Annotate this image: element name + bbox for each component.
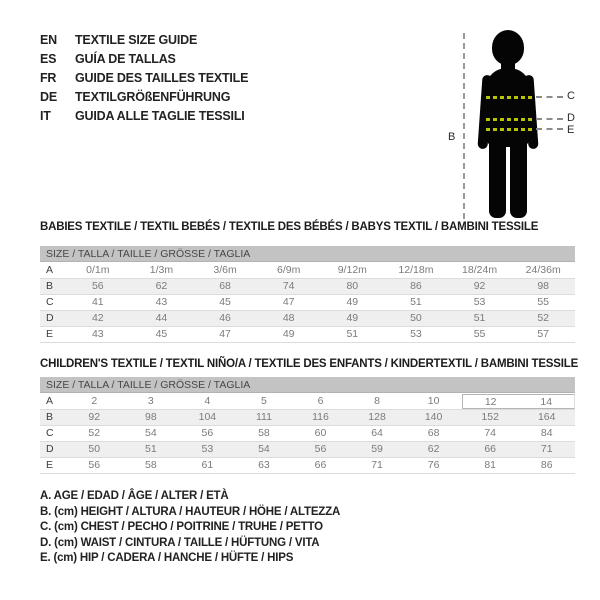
row-letter: E — [46, 459, 54, 471]
table-row — [40, 410, 575, 426]
table-cell: 58 — [258, 427, 270, 439]
table-cell: 52 — [88, 427, 101, 439]
table-cell: 140 — [424, 411, 443, 423]
table-cell: 80 — [346, 280, 359, 292]
language-title: TEXTILE SIZE GUIDE — [75, 33, 198, 47]
table-cell: 18/24m — [462, 264, 498, 276]
table-cell: 62 — [427, 443, 440, 455]
table-cell: 92 — [473, 280, 486, 292]
table-row — [40, 311, 575, 327]
table-cell: 104 — [198, 411, 217, 423]
legend-item: D. (cm) WAIST / CINTURA / TAILLE / HÜFTUNG / VITA — [40, 536, 320, 549]
table-cell: 71 — [540, 443, 553, 455]
table-cell: 45 — [219, 296, 231, 308]
table-row — [40, 263, 575, 279]
table-cell: 51 — [144, 443, 157, 455]
table-cell: 2 — [91, 395, 98, 407]
table-cell: 24/36m — [525, 264, 561, 276]
table-cell: 41 — [91, 296, 104, 308]
table-row — [40, 458, 575, 474]
table-cell: 6/9m — [277, 264, 301, 276]
silhouette-left-leg — [489, 137, 506, 218]
table-cell: 76 — [427, 459, 440, 471]
table-cell: 98 — [537, 280, 550, 292]
table-cell: 10 — [427, 395, 440, 407]
table-cell: 58 — [144, 459, 157, 471]
table-cell: 47 — [219, 328, 231, 340]
babies-section-title: BABIES TEXTILE / TEXTIL BEBÉS / TEXTILE DES BÉBÉS / BABYS TEXTIL / BAMBINI TESSILE — [40, 221, 539, 233]
table-cell: 6 — [317, 395, 324, 407]
table-cell: 53 — [201, 443, 214, 455]
chest-label-c: C — [567, 90, 575, 102]
chest-leader-line — [536, 96, 563, 98]
table-cell: 62 — [155, 280, 168, 292]
row-letter: B — [46, 280, 54, 292]
table-cell: 3 — [147, 395, 154, 407]
row-letter: C — [46, 296, 54, 308]
table-cell: 84 — [540, 427, 553, 439]
language-code: DE — [40, 90, 57, 104]
table-cell: 43 — [155, 296, 168, 308]
table-cell: 54 — [144, 427, 157, 439]
table-cell: 64 — [371, 427, 383, 439]
height-measure-line-b — [463, 33, 465, 219]
table-cell: 9/12m — [337, 264, 367, 276]
table-cell: 71 — [371, 459, 383, 471]
table-cell: 49 — [282, 328, 295, 340]
language-title: GUIDA ALLE TAGLIE TESSILI — [75, 109, 245, 123]
table-cell: 52 — [537, 312, 550, 324]
language-code: FR — [40, 71, 57, 85]
table-cell: 49 — [346, 312, 359, 324]
table-cell: 56 — [314, 443, 327, 455]
table-cell: 66 — [314, 459, 327, 471]
silhouette-right-leg — [510, 137, 527, 218]
hip-leader-line — [536, 128, 563, 130]
table-cell: 47 — [282, 296, 295, 308]
table-cell: 92 — [88, 411, 101, 423]
table-row — [40, 394, 575, 410]
table-cell: 57 — [537, 328, 550, 340]
hip-label-e: E — [567, 124, 575, 136]
table-cell: 51 — [346, 328, 359, 340]
table-cell: 164 — [537, 411, 556, 423]
hip-measure-line-e — [486, 128, 532, 131]
row-letter: B — [46, 411, 54, 423]
table-cell: 42 — [91, 312, 104, 324]
measurement-legend — [40, 489, 340, 567]
language-title: GUIDE DES TAILLES TEXTILE — [75, 71, 249, 85]
table-cell: 46 — [219, 312, 231, 324]
table-cell: 68 — [427, 427, 440, 439]
babies-table — [40, 263, 575, 343]
table-cell: 8 — [374, 395, 380, 407]
language-title: TEXTILGRÖßENFÜHRUNG — [75, 90, 231, 104]
child-silhouette-figure — [425, 12, 600, 227]
legend-item: C. (cm) CHEST / PECHO / POITRINE / TRUHE / PETTO — [40, 521, 323, 533]
row-letter: D — [46, 443, 54, 455]
table-row — [40, 295, 575, 311]
table-cell: 53 — [410, 328, 422, 340]
table-cell: 55 — [537, 296, 550, 308]
table-cell: 60 — [314, 427, 327, 439]
language-code: EN — [40, 33, 57, 47]
table-cell: 4 — [204, 395, 211, 407]
table-cell: 56 — [201, 427, 214, 439]
table-cell: 55 — [473, 328, 486, 340]
language-list — [40, 31, 248, 126]
language-title: GUÍA DE TALLAS — [75, 52, 176, 66]
language-code: ES — [40, 52, 57, 66]
row-letter: A — [46, 264, 54, 276]
table-cell: 48 — [282, 312, 295, 324]
table-cell: 152 — [481, 411, 499, 423]
table-row — [40, 426, 575, 442]
legend-item: A. AGE / EDAD / ÂGE / ALTER / ETÀ — [40, 490, 229, 502]
table-cell: 50 — [88, 443, 101, 455]
table-cell: 56 — [91, 280, 104, 292]
language-row — [40, 88, 248, 107]
table-cell: 54 — [258, 443, 270, 455]
table-cell: 74 — [484, 427, 496, 439]
table-cell: 51 — [473, 312, 486, 324]
waist-label-d: D — [567, 112, 575, 124]
table-cell: 12/18m — [398, 264, 434, 276]
children-table-header: SIZE / TALLA / TAILLE / GRÖSSE / TAGLIA — [40, 377, 575, 393]
table-cell: 68 — [219, 280, 231, 292]
babies-table-header: SIZE / TALLA / TAILLE / GRÖSSE / TAGLIA — [40, 246, 575, 262]
table-cell: 49 — [346, 296, 359, 308]
table-cell: 3/6m — [213, 264, 237, 276]
table-cell: 0/1m — [86, 264, 110, 276]
table-cell: 66 — [484, 443, 496, 455]
table-cell: 74 — [282, 280, 295, 292]
language-row — [40, 69, 248, 88]
row-letter: E — [46, 328, 54, 340]
legend-item: B. (cm) HEIGHT / ALTURA / HAUTEUR / HÖHE / ALTEZZA — [40, 505, 341, 518]
table-cell: 43 — [91, 328, 104, 340]
table-row — [40, 327, 575, 343]
row-letter: A — [46, 395, 54, 407]
table-cell: 14 — [518, 394, 575, 409]
table-cell: 111 — [255, 411, 272, 423]
table-cell: 61 — [201, 459, 214, 471]
table-row — [40, 279, 575, 295]
language-row — [40, 31, 248, 50]
language-row — [40, 107, 248, 126]
table-cell: 86 — [410, 280, 422, 292]
children-section-title: CHILDREN'S TEXTILE / TEXTIL NIÑO/A / TEXTILE DES ENFANTS / KINDERTEXTIL / BAMBINI TESSILE — [40, 358, 579, 370]
table-cell: 59 — [371, 443, 383, 455]
table-cell: 45 — [155, 328, 168, 340]
table-cell: 116 — [312, 411, 329, 423]
legend-item: E. (cm) HIP / CADERA / HANCHE / HÜFTE / HIPS — [40, 552, 294, 564]
table-cell: 51 — [410, 296, 422, 308]
table-cell: 56 — [88, 459, 101, 471]
waist-measure-line-d — [486, 118, 532, 121]
height-label-b: B — [448, 131, 456, 143]
language-code: IT — [40, 109, 51, 123]
chest-measure-line-c — [486, 96, 532, 99]
table-cell: 44 — [155, 312, 168, 324]
table-cell: 63 — [258, 459, 270, 471]
table-cell: 5 — [261, 395, 267, 407]
table-cell: 81 — [484, 459, 496, 471]
table-cell: 53 — [473, 296, 486, 308]
table-cell: 128 — [368, 411, 386, 423]
table-cell: 50 — [410, 312, 422, 324]
row-letter: D — [46, 312, 54, 324]
language-row — [40, 50, 248, 69]
table-cell: 86 — [540, 459, 553, 471]
row-letter: C — [46, 427, 54, 439]
children-table — [40, 394, 575, 474]
waist-leader-line — [536, 118, 563, 120]
table-cell: 12 — [462, 394, 519, 409]
table-cell: 98 — [144, 411, 157, 423]
table-cell: 1/3m — [149, 264, 174, 276]
table-row — [40, 442, 575, 458]
